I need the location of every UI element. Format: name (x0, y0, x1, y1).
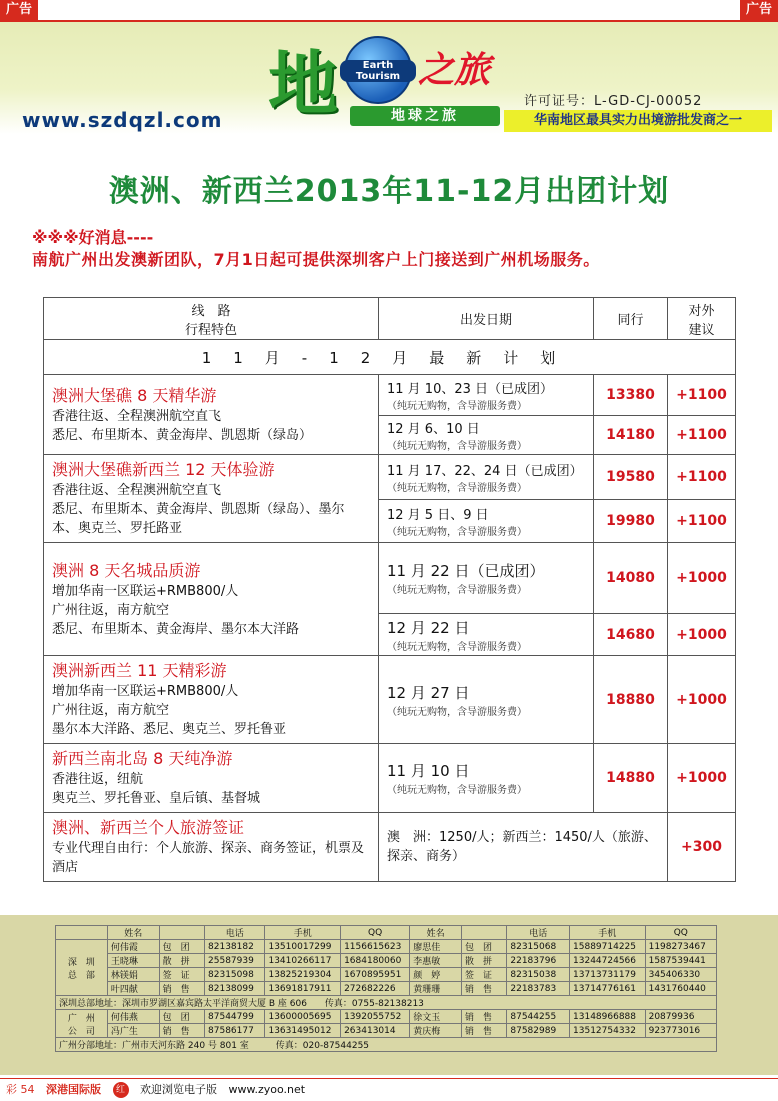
contact-row: 冯广生 销 售 87586177 13631495012 263413014 黄庆梅 销 售 87582989 13512754332 923773016 (56, 1024, 717, 1038)
address-row (56, 1038, 717, 1052)
contact-row: 王晓琳 散 拼 25587939 13410266117 1684180060 李惠敏 散 拼 22183796 13244724566 1587539441 (56, 954, 717, 968)
brand-logo (268, 28, 528, 125)
route-title: 澳洲新西兰 11 天精彩游 (52, 661, 227, 680)
retail-markup: +1000 (668, 543, 736, 614)
header-peer-price: 同行 (594, 298, 668, 340)
retail-markup: +1000 (668, 656, 736, 744)
month-row: 11月-12月最新计划 (44, 340, 736, 375)
retail-markup: +1100 (668, 416, 736, 455)
peer-price: 14680 (594, 614, 668, 656)
office-label: 深 圳 总 部 (56, 940, 108, 996)
site-link[interactable]: www.zyoo.net (228, 1083, 306, 1096)
retail-markup: +300 (668, 813, 736, 882)
contact-row: 林镁娟 签 证 82315098 13825219304 1670895951 颜 婷 签 证 82315038 13713731179 345406330 (56, 968, 717, 982)
contact-table (55, 925, 717, 1052)
route-title: 澳洲大堡礁 8 天精华游 (52, 385, 217, 405)
retail-markup: +1000 (668, 744, 736, 813)
table-row (44, 813, 736, 882)
departure-cell: 12 月 27 日 （纯玩无购物，含导游服务费） (379, 656, 594, 744)
retail-markup: +1000 (668, 614, 736, 656)
logo-suffix: 之旅 (418, 49, 491, 91)
address-row (56, 996, 717, 1010)
peer-price: 14080 (594, 543, 668, 614)
page-number: 彩 54 (6, 1083, 35, 1096)
logo-globe-text: Earth Tourism (340, 60, 416, 82)
route-cell: 澳洲大堡礁新西兰 12 天体验游 香港往返、全程澳洲航空直飞 悉尼、布里斯本、黄金海岸、凯恩斯（绿岛）、墨尔本、奥克兰、罗托路亚 (44, 455, 379, 543)
license-number: 许可证号：L-GD-CJ-00052 (524, 94, 703, 109)
departure-cell: 11 月 22 日（已成团） （纯玩无购物，含导游服务费） (379, 543, 594, 614)
route-cell: 新西兰南北岛 8 天纯净游 香港往返，纽航 奥克兰、罗托鲁亚、皇后镇、基督城 (44, 744, 379, 813)
invite-text: 欢迎浏览电子版 (140, 1083, 217, 1096)
logo-main-char: 地 (268, 42, 338, 125)
sz-address: 深圳总部地址：深圳市罗湖区嘉宾路太平洋商贸大厦 B 座 606 传真：0755-82138213 (56, 996, 717, 1010)
retail-markup: +1100 (668, 455, 736, 500)
header-date: 出发日期 (379, 298, 594, 340)
contact-row: 广 州 公 司 何伟燕 包 团 87544799 13600005695 1392055752 徐文玉 销 售 87544255 13148966888 20879936 (56, 1010, 717, 1024)
contact-header-row: 姓名 电话 手机 QQ 姓名 电话 手机 QQ (56, 926, 717, 940)
news-text: 南航广州出发澳新团队，7月1日起可提供深圳客户上门接送到广州机场服务。 (32, 250, 600, 269)
header-route: 线 路 行程特色 (44, 298, 379, 340)
logo-bar: 地球之旅 (350, 106, 500, 126)
peer-price: 13380 (594, 375, 668, 416)
bottom-bar (0, 1078, 778, 1101)
contact-row: 叶四献 销 售 82138099 13691817911 272682226 黄珊珊 销 售 22183783 13714776161 1431760440 (56, 982, 717, 996)
table-row (44, 744, 736, 813)
peer-price: 18880 (594, 656, 668, 744)
tour-schedule-table (43, 297, 736, 882)
departure-cell: 11 月 10 日 （纯玩无购物，含导游服务费） (379, 744, 594, 813)
departure-cell: 11 月 17、22、24 日（已成团） （纯玩无购物，含导游服务费） (379, 455, 594, 500)
globe-icon (344, 36, 412, 104)
header-retail: 对外 建议 (668, 298, 736, 340)
route-cell: 澳洲大堡礁 8 天精华游 香港往返、全程澳洲航空直飞 悉尼、布里斯本、黄金海岸、凯恩斯（绿岛） (44, 375, 379, 455)
peer-price: 14880 (594, 744, 668, 813)
table-row (44, 455, 736, 500)
departure-cell: 12 月 22 日 （纯玩无购物，含导游服务费） (379, 614, 594, 656)
departure-cell: 12 月 6、10 日 （纯玩无购物，含导游服务费） (379, 416, 594, 455)
retail-markup: +1100 (668, 499, 736, 542)
departure-cell: 11 月 10、23 日（已成团） （纯玩无购物，含导游服务费） (379, 375, 594, 416)
contact-row: 深 圳 总 部 何伟霞 包 团 82138182 13510017299 1156615623 廖思佳 包 团 82315068 15889714225 1198273467 (56, 940, 717, 954)
route-cell: 澳洲新西兰 11 天精彩游 增加华南一区联运+RMB800/人 广州往返，南方航空 墨尔本大洋路、悉尼、奥克兰、罗托鲁亚 (44, 656, 379, 744)
visa-price-cell: 澳 洲：1250/人；新西兰：1450/人（旅游、探亲、商务） (379, 813, 668, 882)
table-row (44, 543, 736, 614)
page-title: 澳洲、新西兰2013年11-12月出团计划 (108, 174, 670, 209)
route-title: 澳洲、新西兰个人旅游签证 (52, 818, 245, 837)
website-url[interactable]: www.szdqzl.com (22, 108, 223, 132)
route-cell: 澳洲 8 天名城品质游 增加华南一区联运+RMB800/人 广州往返，南方航空 悉尼、布里斯本、黄金海岸、墨尔本大洋路 (44, 543, 379, 656)
office-label: 广 州 公 司 (56, 1010, 108, 1038)
retail-markup: +1100 (668, 375, 736, 416)
peer-price: 14180 (594, 416, 668, 455)
route-cell: 澳洲、新西兰个人旅游签证 专业代理自由行：个人旅游、探亲、商务签证，机票及酒店 (44, 813, 379, 882)
table-header (44, 298, 736, 340)
peer-price: 19580 (594, 455, 668, 500)
table-row (44, 656, 736, 744)
peer-price: 19980 (594, 499, 668, 542)
route-title: 澳洲大堡礁新西兰 12 天体验游 (52, 460, 275, 479)
slogan: 华南地区最具实力出境游批发商之一 (504, 110, 772, 132)
route-title: 澳洲 8 天名城品质游 (52, 560, 201, 580)
header-banner (0, 22, 778, 134)
ad-label-right: 广告 (740, 0, 778, 20)
gz-address: 广州分部地址：广州市天河东路 240 号 801 室 传真：020-87544255 (56, 1038, 717, 1052)
edition-label: 深港国际版 (46, 1083, 101, 1096)
route-title: 新西兰南北岛 8 天纯净游 (52, 749, 233, 768)
news-heading: ※※※好消息---- (32, 228, 154, 247)
red-badge-icon: 红 (113, 1082, 129, 1098)
table-row (44, 375, 736, 416)
departure-cell: 12 月 5 日、9 日 （纯玩无购物，含导游服务费） (379, 499, 594, 542)
ad-label-left: 广告 (0, 0, 38, 20)
